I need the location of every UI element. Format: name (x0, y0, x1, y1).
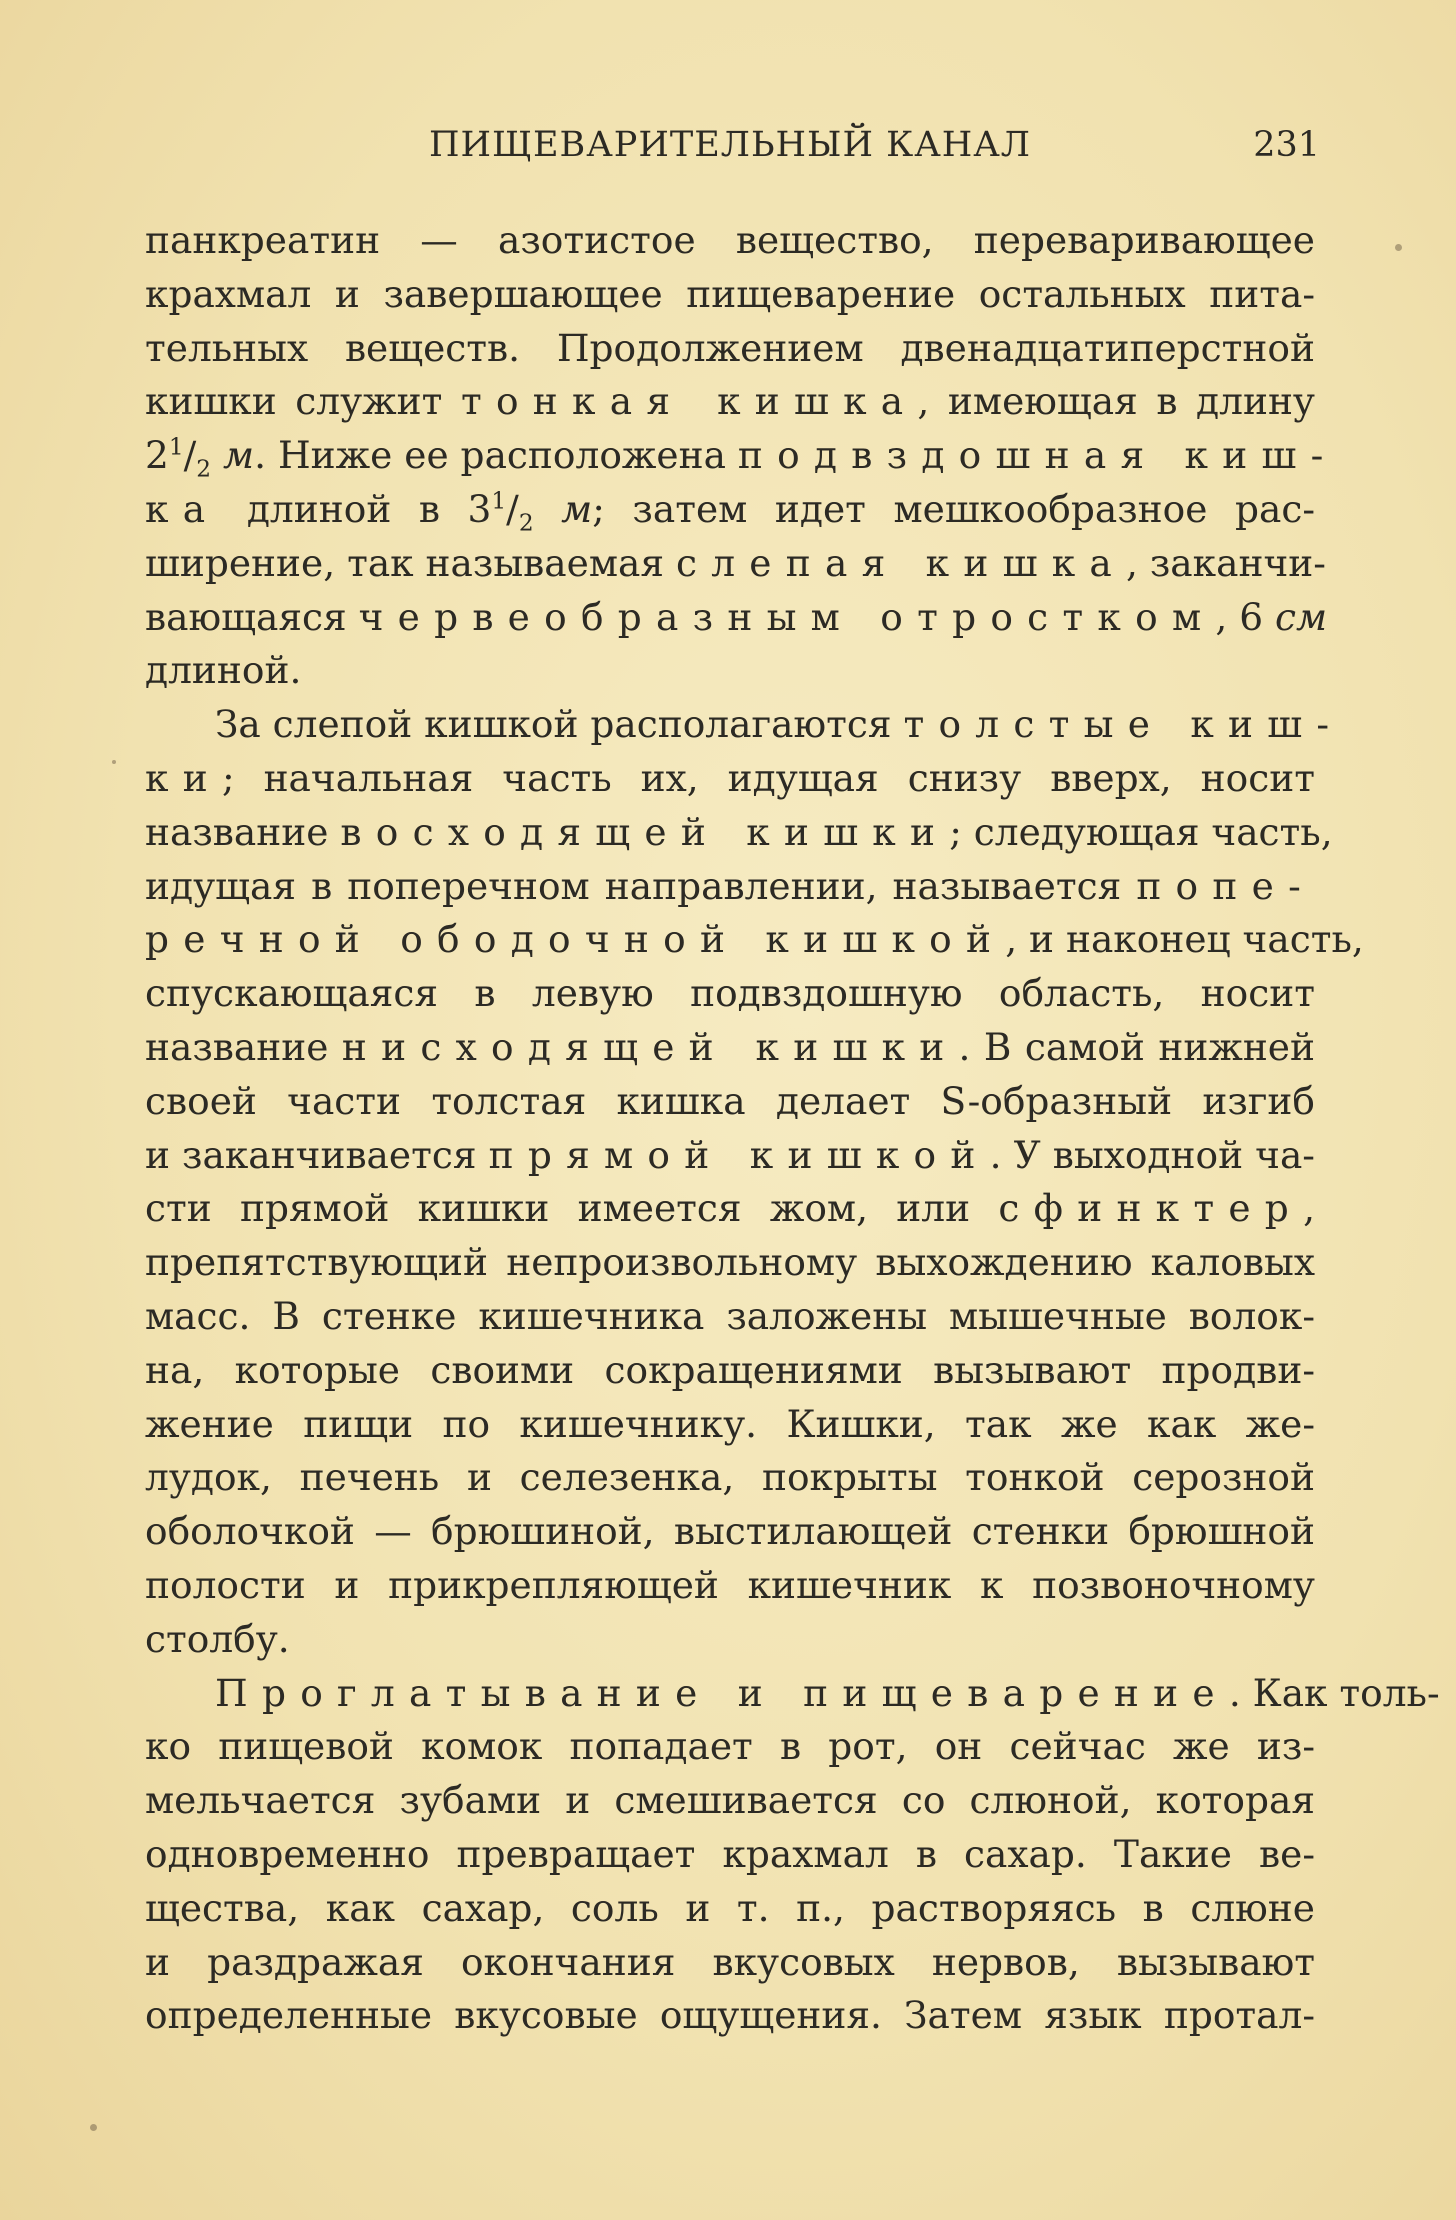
page-header (140, 120, 1320, 170)
line-text: ; следующая часть, (949, 809, 1333, 854)
fraction-denominator: 2 (518, 509, 534, 537)
line-text: оболочкой — брюшиной, выстилающей стенки брюшной (145, 1509, 1315, 1554)
ink-speck (112, 760, 116, 764)
page-number: 231 (1253, 125, 1320, 165)
text-line (145, 1505, 1315, 1559)
spaced-term: ка (145, 486, 220, 531)
running-title: ПИЩЕВАРИТЕЛЬНЫЙ КАНАЛ (429, 125, 1031, 165)
line-text: . Ниже ее расположена (254, 433, 738, 478)
text-line (145, 537, 1326, 591)
text-line (145, 913, 1364, 967)
line-text: длиной. (145, 648, 302, 693)
text-line (145, 483, 1315, 537)
text-line (145, 1236, 1315, 1290)
text-line (145, 268, 1315, 322)
text-line (145, 1451, 1315, 1505)
line-text: жение пищи по кишечнику. Кишки, так же как же- (145, 1401, 1315, 1446)
line-text: препятствующий непроизвольному выхождению каловых (145, 1240, 1315, 1285)
mixed-fraction: $2^1/_2$ (145, 433, 212, 483)
line-text: ; начальная часть их, идущая снизу вверх, носит (221, 755, 1315, 800)
text-line (145, 1182, 1315, 1236)
text-line (145, 698, 1344, 752)
line-text: на, которые своими сокращениями вызывают продви- (145, 1347, 1315, 1392)
text-line (145, 1882, 1315, 1936)
spaced-term: слепая кишка (675, 540, 1126, 585)
line-text: , имеющая в длину (917, 379, 1315, 424)
line-text: идущая в поперечном направлении, называется (145, 863, 1137, 908)
text-line (145, 1559, 1315, 1613)
line-text: , и наконец часть, (1005, 917, 1364, 962)
line-text: лудок, печень и селезенка, покрыты тонкой серозной (145, 1455, 1315, 1500)
line-text: масс. В стенке кишечника заложены мышечные волок- (145, 1293, 1315, 1338)
spaced-term: подвздошная киш- (737, 433, 1338, 478)
line-text: и заканчивается (145, 1132, 489, 1177)
line-text: ; затем идет мешкообразное рас- (592, 486, 1316, 531)
line-text: полости и прикрепляющей кишечник к позвоночному (145, 1562, 1315, 1607)
text-line (145, 1344, 1315, 1398)
fraction-denominator: 2 (196, 455, 212, 483)
text-line (145, 322, 1315, 376)
line-text: панкреатин — азотистое вещество, переваривающее (145, 218, 1315, 262)
line-text: своей части толстая кишка делает S-образный изгиб (145, 1078, 1315, 1123)
line-text: . В самой нижней (958, 1024, 1315, 1069)
line-text: , 6 (1215, 594, 1275, 639)
spaced-term: тонкая кишка (460, 379, 918, 424)
text-line (145, 591, 1328, 645)
text-line (145, 644, 1315, 698)
text-line (145, 1290, 1315, 1344)
spaced-term: сфинктер (998, 1186, 1304, 1231)
spaced-term: речной ободочной кишкой (145, 917, 1006, 962)
line-text: . Как толь- (1228, 1670, 1440, 1715)
line-text: , (1303, 1186, 1315, 1231)
line-text: . У выходной ча- (989, 1132, 1315, 1177)
line-text: название (145, 809, 341, 854)
spaced-term: прямой кишкой (488, 1132, 990, 1177)
spaced-term: ки (145, 755, 222, 800)
unit-abbrev: м (561, 486, 593, 531)
text-line (145, 1129, 1315, 1183)
text-line (145, 752, 1315, 806)
text-line (145, 1936, 1315, 1990)
line-text: название (145, 1024, 342, 1069)
text-line (145, 429, 1338, 483)
text-line (145, 1613, 1315, 1667)
mixed-fraction: $3^1/_2$ (467, 486, 534, 537)
text-line (145, 967, 1315, 1021)
spaced-term: толстые киш- (903, 702, 1344, 747)
text-line (145, 1720, 1315, 1774)
spaced-term: нисходящей кишки (341, 1024, 959, 1069)
line-text: щества, как сахар, соль и т. п., растворяясь в слюне (145, 1885, 1315, 1930)
body-text (145, 214, 1440, 2043)
fraction-numerator: 1 (168, 433, 184, 461)
spaced-term: Проглатывание и пищеварение (215, 1670, 1229, 1715)
line-text: и раздражая окончания вкусовых нервов, вызывают (145, 1939, 1315, 1984)
fraction-whole: 2 (145, 433, 169, 478)
line-text: длиной в (219, 486, 468, 531)
text-line (145, 1075, 1315, 1129)
line-text: столбу. (145, 1616, 290, 1661)
line-text: определенные вкусовые ощущения. Затем язык протал- (145, 1993, 1315, 2038)
ink-speck (90, 2124, 97, 2131)
text-line (145, 1667, 1440, 1721)
text-line (145, 214, 1315, 268)
line-text: ко пищевой комок попадает в рот, он сейчас же из- (145, 1724, 1315, 1769)
line-text: кишки служит (145, 379, 461, 424)
line-text: сти прямой кишки имеется жом, или (145, 1186, 999, 1231)
line-text: вающаяся (145, 594, 359, 639)
unit-abbrev: м (223, 433, 255, 478)
line-text: спускающаяся в левую подвздошную область, носит (145, 971, 1315, 1016)
text-line (145, 1021, 1315, 1075)
spaced-term: восходящей кишки (340, 809, 950, 854)
text-line (145, 806, 1333, 860)
ink-speck (1395, 244, 1402, 251)
text-line (145, 1989, 1315, 2043)
line-text: , заканчи- (1126, 540, 1326, 585)
text-line (145, 1828, 1315, 1882)
spaced-term: попе- (1136, 863, 1315, 908)
line-text: крахмал и завершающее пищеварение остальных пита- (145, 271, 1315, 316)
unit-abbrev: см (1274, 594, 1328, 639)
line-text: одновременно превращает крахмал в сахар. Такие ве- (145, 1831, 1315, 1876)
line-text: За слепой кишкой располагаются (215, 702, 904, 747)
text-line (145, 375, 1315, 429)
fraction-whole: 3 (467, 486, 492, 531)
text-line (145, 1774, 1315, 1828)
line-text: тельных веществ. Продолжением двенадцатиперстной (145, 325, 1315, 370)
line-text: мельчается зубами и смешивается со слюной, которая (145, 1778, 1315, 1823)
line-text: ширение, так называемая (145, 540, 676, 585)
text-line (145, 860, 1315, 914)
text-line (145, 1398, 1315, 1452)
spaced-term: червеобразным отростком (358, 594, 1216, 639)
fraction-numerator: 1 (491, 487, 507, 515)
